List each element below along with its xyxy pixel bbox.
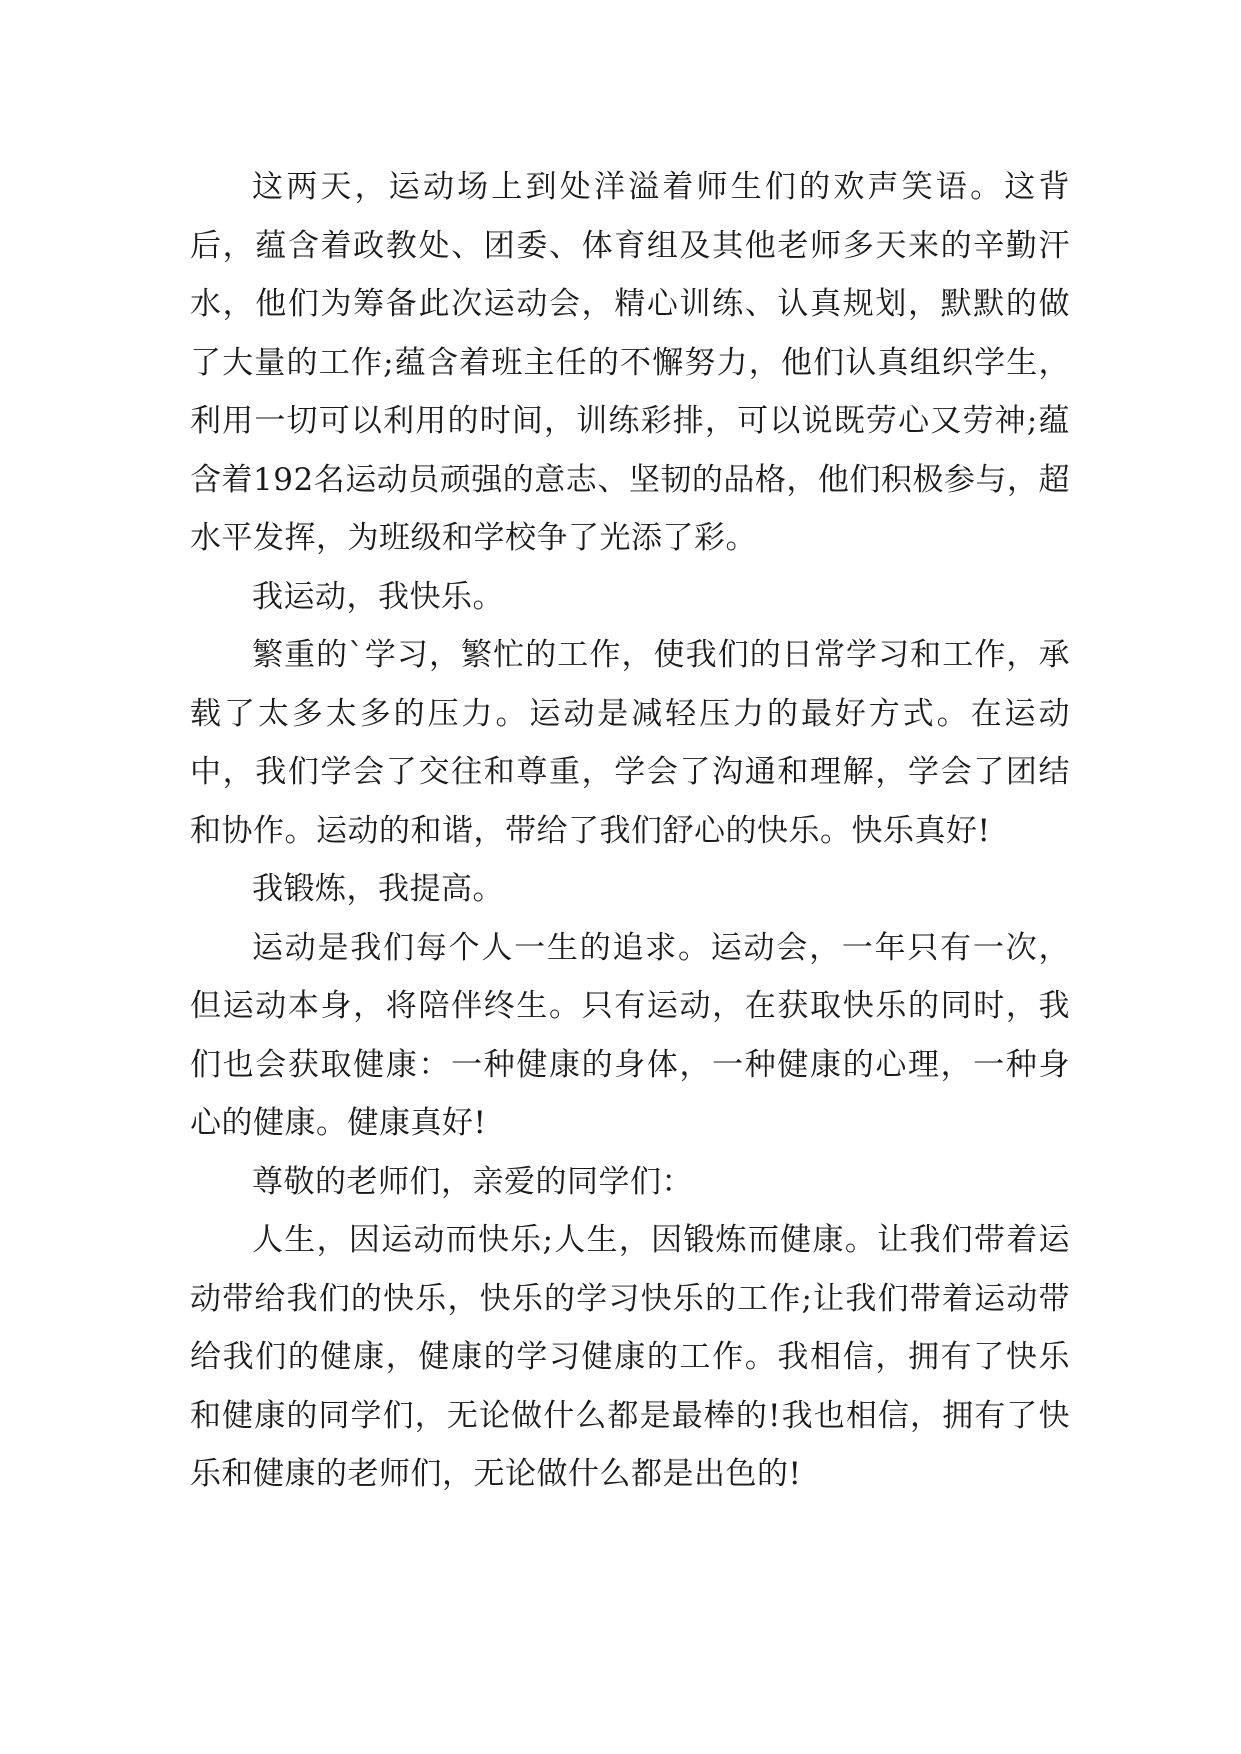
paragraph-acknowledgement: 这两天，运动场上到处洋溢着师生们的欢声笑语。这背后，蕴含着政教处、团委、体育组及其他老师多天来的辛勤汗水，他们为筹备此次运动会，精心训练、认真规划，默默的做了大量的工作;蕴含着班主任的不懈努力，他们认真组织学生，利用一切可以利用的时间，训练彩排，可以说既劳心又劳神;蕴含着192名运动员顽强的意志、坚韧的品格，他们积极参与，超水平发挥，为班级和学校争了光添了彩。 [190,169,1070,556]
paragraph-salutation: 尊敬的老师们，亲爱的同学们： [252,1163,693,1200]
paragraph-closing: 人生，因运动而快乐;人生，因锻炼而健康。让我们带着运动带给我们的快乐，快乐的学习快乐的工作;让我们带着运动带给我们的健康，健康的学习健康的工作。我相信，拥有了快乐和健康的同学们，无论做什么都是最棒的!我也相信，拥有了快乐和健康的老师们，无论做什么都是出色的! [190,1222,1070,1492]
paragraph-happiness: 繁重的`学习，繁忙的工作，使我们的日常学习和工作，承载了太多太多的压力。运动是减轻压力的最好方式。在运动中，我们学会了交往和尊重，学会了沟通和理解，学会了团结和协作。运动的和谐，带给了我们舒心的快乐。快乐真好! [190,637,1070,849]
paragraph-health: 运动是我们每个人一生的追求。运动会，一年只有一次，但运动本身，将陪伴终生。只有运动，在获取快乐的同时，我们也会获取健康：一种健康的身体，一种健康的心理，一种身心的健康。健康真好! [190,929,1070,1141]
paragraph-heading-happy: 我运动，我快乐。 [252,578,504,615]
document-body [190,158,1070,1504]
paragraph-heading-improve: 我锻炼，我提高。 [252,871,504,907]
